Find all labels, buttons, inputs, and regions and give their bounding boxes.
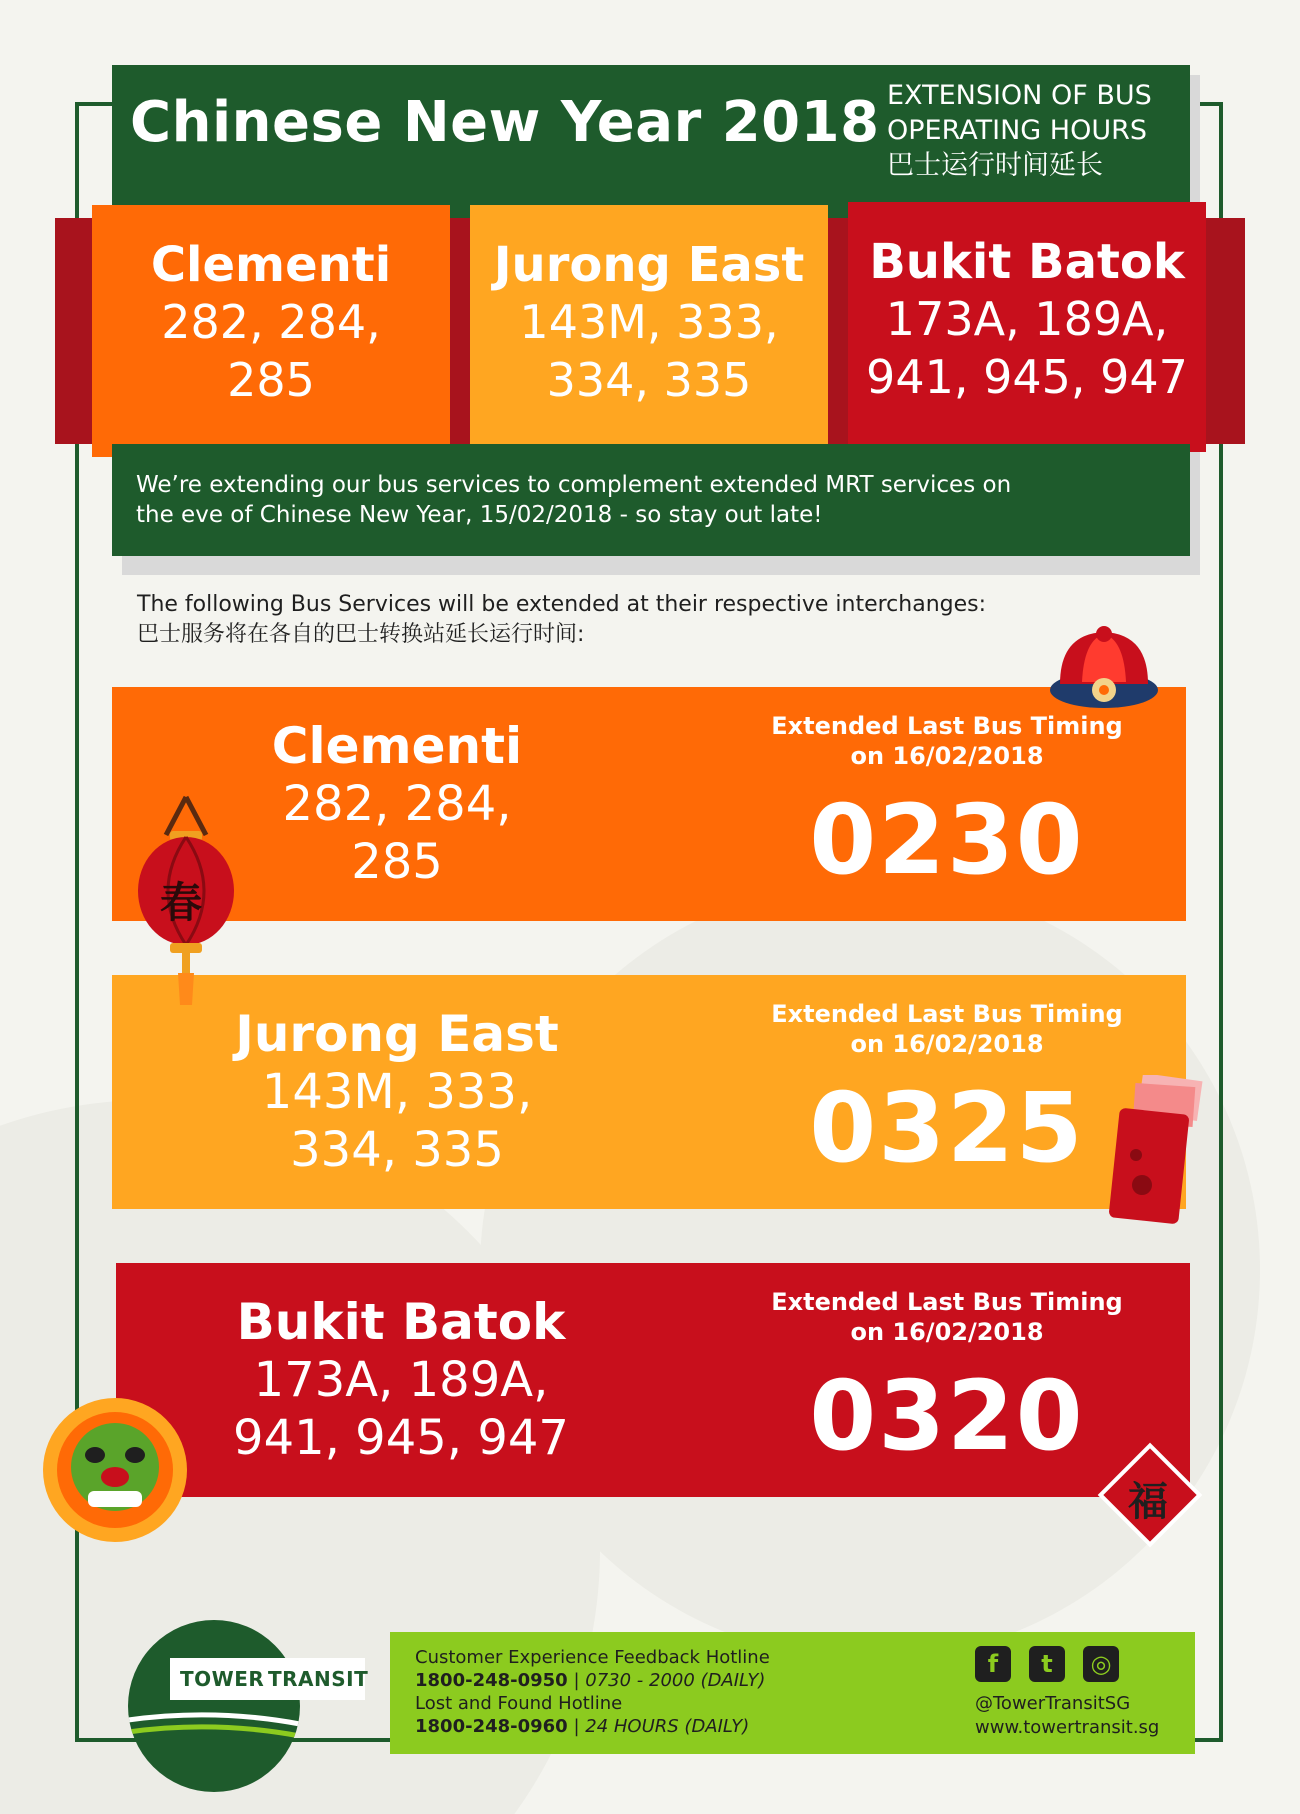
band-routes-line-2: 334, 335 bbox=[290, 1122, 504, 1178]
extension-line-1: EXTENSION OF BUS bbox=[887, 80, 1152, 111]
band-routes-line-1: 143M, 333, bbox=[261, 1064, 533, 1120]
services-note bbox=[137, 590, 986, 650]
extension-line-2: OPERATING HOURS bbox=[887, 115, 1148, 146]
twitter-icon[interactable]: t bbox=[1029, 1646, 1065, 1682]
last-bus-time: 0230 bbox=[809, 784, 1085, 896]
band-name: Clementi bbox=[271, 717, 523, 775]
band-routes-line-2: 285 bbox=[351, 834, 443, 890]
card-routes-line-1: 143M, 333, bbox=[519, 295, 779, 349]
card-routes-line-1: 173A, 189A, bbox=[885, 292, 1169, 346]
lost-found-hotline-label: Lost and Found Hotline bbox=[415, 1693, 623, 1714]
lantern-character: 春 bbox=[160, 878, 203, 927]
card-name: Bukit Batok bbox=[869, 234, 1185, 290]
website-link[interactable]: www.towertransit.sg bbox=[975, 1717, 1160, 1738]
red-envelope-icon bbox=[1108, 1075, 1208, 1225]
card-routes-line-1: 282, 284, bbox=[161, 295, 381, 349]
timing-band-clementi bbox=[112, 687, 1186, 921]
last-bus-time: 0320 bbox=[809, 1360, 1085, 1472]
page-title: Chinese New Year 2018 bbox=[130, 90, 880, 155]
card-routes-line-2: 285 bbox=[227, 353, 315, 407]
band-routes-line-2: 941, 945, 947 bbox=[233, 1410, 569, 1466]
timing-label-line-2: on 16/02/2018 bbox=[850, 742, 1044, 770]
band-routes-line-1: 282, 284, bbox=[282, 776, 512, 832]
band-timing bbox=[682, 711, 1212, 895]
feedback-hotline-row bbox=[415, 1669, 770, 1692]
services-note-english: The following Bus Services will be extended at their respective interchanges: bbox=[137, 592, 987, 617]
card-name: Jurong East bbox=[493, 237, 805, 293]
timing-label-line-2: on 16/02/2018 bbox=[850, 1318, 1044, 1346]
lost-found-hotline-number[interactable]: 1800-248-0960 bbox=[415, 1716, 568, 1737]
card-routes-line-2: 941, 945, 947 bbox=[866, 350, 1188, 404]
social-icons bbox=[975, 1646, 1185, 1682]
band-routes bbox=[112, 1005, 682, 1179]
band-name: Bukit Batok bbox=[236, 1293, 566, 1351]
intro-line-2: the eve of Chinese New Year, 15/02/2018 - so stay out late! bbox=[136, 502, 823, 528]
lost-found-hotline-hours: 24 HOURS (DAILY) bbox=[585, 1716, 750, 1737]
timing-label-line-1: Extended Last Bus Timing bbox=[771, 1000, 1123, 1028]
social-handle[interactable]: @TowerTransitSG bbox=[975, 1693, 1131, 1714]
timing-label-line-1: Extended Last Bus Timing bbox=[771, 712, 1123, 740]
feedback-hotline-label: Customer Experience Feedback Hotline bbox=[415, 1647, 770, 1668]
timing-band-bukit-batok bbox=[116, 1263, 1190, 1497]
timing-label-line-2: on 16/02/2018 bbox=[850, 1030, 1044, 1058]
facebook-icon[interactable]: f bbox=[975, 1646, 1011, 1682]
band-name: Jurong East bbox=[235, 1005, 559, 1063]
intro-banner bbox=[112, 444, 1190, 556]
contact-hotlines bbox=[415, 1646, 770, 1738]
instagram-icon[interactable]: ◎ bbox=[1083, 1646, 1119, 1682]
extension-chinese: 巴士运行时间延长 bbox=[887, 150, 1103, 181]
intro-line-1: We’re extending our bus services to complement extended MRT services on bbox=[136, 472, 1012, 498]
timing-band-jurong-east bbox=[112, 975, 1186, 1209]
summary-card-bukit-batok bbox=[848, 202, 1206, 452]
band-routes-line-1: 173A, 189A, bbox=[253, 1352, 549, 1408]
feedback-hotline-number[interactable]: 1800-248-0950 bbox=[415, 1670, 568, 1691]
timing-label-line-1: Extended Last Bus Timing bbox=[771, 1288, 1123, 1316]
extension-heading bbox=[887, 78, 1177, 183]
card-name: Clementi bbox=[150, 237, 392, 293]
lost-found-hotline-row bbox=[415, 1715, 770, 1738]
last-bus-time: 0325 bbox=[809, 1072, 1085, 1184]
summary-card-clementi bbox=[92, 205, 450, 457]
logo-word-tower: TOWER bbox=[180, 1667, 265, 1691]
chinese-hat-icon bbox=[1048, 622, 1160, 714]
separator: | bbox=[573, 1670, 580, 1691]
services-note-chinese: 巴士服务将在各自的巴士转换站延长运行时间: bbox=[137, 622, 585, 647]
social-links bbox=[975, 1646, 1185, 1740]
tower-transit-logo bbox=[128, 1620, 300, 1792]
feedback-hotline-hours: 0730 - 2000 (DAILY) bbox=[585, 1670, 766, 1691]
lion-dance-icon bbox=[40, 1395, 190, 1545]
separator: | bbox=[573, 1716, 580, 1737]
card-routes-line-2: 334, 335 bbox=[546, 353, 752, 407]
fu-character: 福 bbox=[1128, 1479, 1168, 1525]
logo-word-transit: TRANSIT bbox=[268, 1667, 369, 1691]
band-routes bbox=[116, 1293, 686, 1467]
summary-card-jurong-east bbox=[470, 205, 828, 457]
